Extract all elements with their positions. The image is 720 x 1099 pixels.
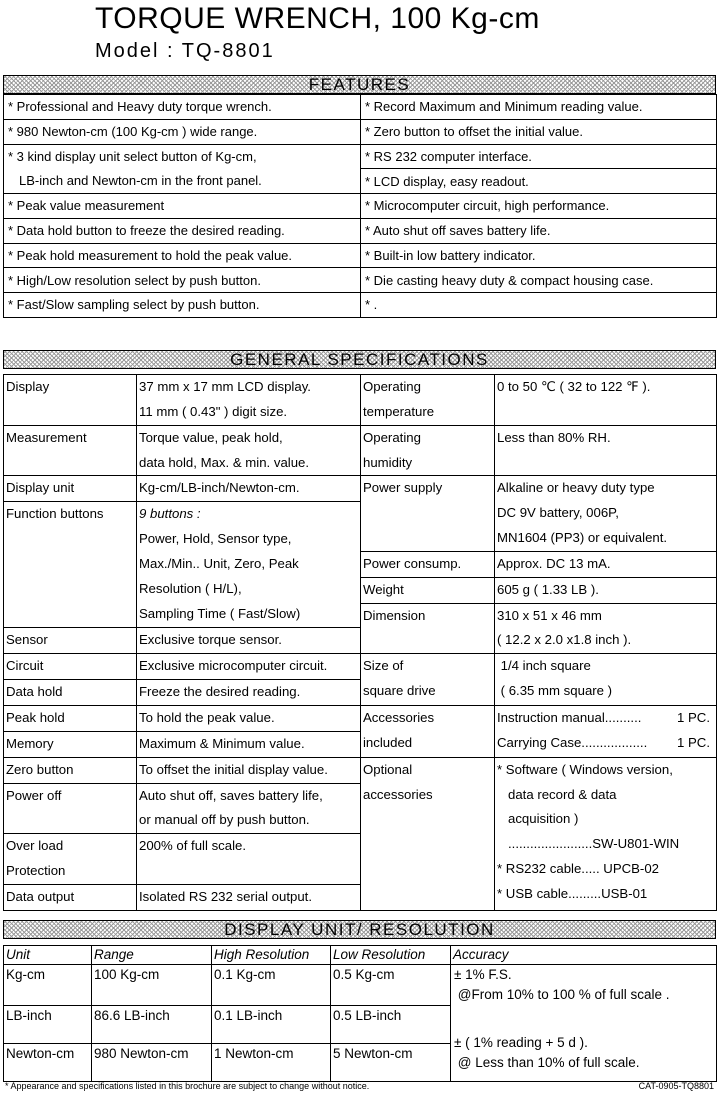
spec-label-text: Measurement <box>6 429 87 445</box>
spec-value <box>495 476 717 552</box>
spec-value <box>137 476 361 502</box>
spec-label-text: Zero button <box>6 761 74 777</box>
column-header: High Resolution <box>212 946 331 965</box>
spec-value-line: Maximum & Minimum value. <box>139 735 305 751</box>
spec-value-line: Freeze the desired reading. <box>139 684 301 700</box>
spec-label <box>4 834 137 885</box>
spec-value-line: Resolution ( H/L), <box>139 580 242 596</box>
spec-label <box>4 375 137 426</box>
spec-value <box>495 757 717 910</box>
spec-value-line: Alkaline or heavy duty type <box>497 480 655 496</box>
optional-accessory-line: .......................SW-U801-WIN <box>497 836 680 852</box>
spec-value-line: 605 g ( 1.33 LB ). <box>497 581 599 597</box>
spec-value-line: Auto shut off, saves battery life, <box>139 787 323 803</box>
feature-item: * RS 232 computer interface. <box>361 144 717 169</box>
table-cell: 1 Newton-cm <box>212 1043 331 1081</box>
spec-value-line: data hold, Max. & min. value. <box>139 454 310 470</box>
table-cell: 0.5 LB-inch <box>331 1005 451 1043</box>
spec-value-line: ( 12.2 x 2.0 x1.8 inch ). <box>497 632 632 648</box>
spec-value-line: Exclusive torque sensor. <box>139 631 282 647</box>
spec-value <box>495 654 717 706</box>
spec-value-line: ( 6.35 mm square ) <box>497 683 613 699</box>
spec-value <box>495 577 717 603</box>
table-cell: 0.1 LB-inch <box>212 1005 331 1043</box>
feature-item: * 980 Newton-cm (100 Kg-cm ) wide range. <box>4 119 361 144</box>
spec-label-text: Data hold <box>6 684 63 700</box>
spec-label-text: square drive <box>363 683 436 699</box>
spec-value <box>137 375 361 426</box>
spec-label <box>4 783 137 834</box>
column-header: Unit <box>4 946 92 965</box>
spec-label <box>361 705 495 757</box>
spec-label <box>4 476 137 502</box>
spec-value <box>137 680 361 706</box>
spec-value-line: 11 mm ( 0.43" ) digit size. <box>139 403 288 419</box>
spec-label <box>4 705 137 731</box>
spec-label-text: accessories <box>363 786 433 802</box>
spec-label-text: Operating <box>363 429 421 445</box>
spec-value <box>495 705 717 757</box>
column-header: Low Resolution <box>331 946 451 965</box>
feature-item: * Peak hold measurement to hold the peak value. <box>4 243 361 268</box>
spec-label <box>4 425 137 476</box>
spec-label-text: Peak hold <box>6 709 65 725</box>
feature-item: * Peak value measurement <box>4 194 361 219</box>
spec-value-line: DC 9V battery, 006P, <box>497 505 619 521</box>
spec-value-line: Isolated RS 232 serial output. <box>139 888 313 904</box>
resolution-heading-band <box>3 920 716 939</box>
spec-label <box>4 502 137 628</box>
feature-item: * Fast/Slow sampling select by push button. <box>4 293 361 318</box>
table-cell: 86.6 LB-inch <box>92 1005 212 1043</box>
accuracy-line: ± ( 1% reading + 5 d ). <box>454 1034 588 1050</box>
spec-value <box>137 783 361 834</box>
spec-value <box>137 705 361 731</box>
table-cell: 0.1 Kg-cm <box>212 965 331 1006</box>
specs-heading-band <box>3 350 716 369</box>
feature-item: * Data hold button to freeze the desired reading. <box>4 218 361 243</box>
spec-value-line: 0 to 50 ℃ ( 32 to 122 ℉ ). <box>497 379 651 394</box>
accessory-qty: 1 PC. <box>677 709 710 725</box>
footnote: * Appearance and specifications listed in this brochure are subject to change without notice. <box>5 1081 370 1091</box>
feature-item: * Zero button to offset the initial value. <box>361 119 717 144</box>
spec-label-text: Display unit <box>6 480 75 496</box>
spec-value <box>137 731 361 757</box>
table-cell: Kg-cm <box>4 965 92 1006</box>
feature-item: * Microcomputer circuit, high performance. <box>361 194 717 219</box>
spec-value <box>137 627 361 653</box>
table-cell: 980 Newton-cm <box>92 1043 212 1081</box>
feature-item: * Record Maximum and Minimum reading value. <box>361 95 717 120</box>
accessory-name: Carrying Case.................. <box>497 734 648 750</box>
resolution-header-row <box>4 946 717 965</box>
spec-label <box>4 757 137 783</box>
spec-value-line: 9 buttons : <box>139 506 201 522</box>
accuracy-line: @From 10% to 100 % of full scale . <box>454 987 670 1002</box>
accuracy-line: ± 1% F.S. <box>454 967 512 982</box>
table-cell: 5 Newton-cm <box>331 1043 451 1081</box>
spec-value-line: Exclusive microcomputer circuit. <box>139 658 328 674</box>
feature-item: * LCD display, easy readout. <box>361 169 717 194</box>
feature-item: * High/Low resolution select by push button. <box>4 268 361 293</box>
column-header: Accuracy <box>451 946 717 965</box>
optional-accessory-line: data record & data <box>497 786 617 802</box>
optional-accessory-line: * Software ( Windows version, <box>497 761 673 777</box>
feature-item: * Auto shut off saves battery life. <box>361 218 717 243</box>
features-heading: FEATURES <box>308 75 411 94</box>
specs-heading: GENERAL SPECIFICATIONS <box>230 350 489 369</box>
feature-item: * Professional and Heavy duty torque wrench. <box>4 95 361 120</box>
spec-label <box>361 425 495 476</box>
spec-value <box>495 425 717 476</box>
accessory-name: Instruction manual.......... <box>497 709 642 725</box>
spec-label-text: Power consump. <box>363 555 462 571</box>
features-row <box>4 218 717 243</box>
spec-value-line: Sampling Time ( Fast/Slow) <box>139 605 301 621</box>
table-cell: 0.5 Kg-cm <box>331 965 451 1006</box>
spec-label <box>361 757 495 910</box>
spec-label-text: temperature <box>363 403 435 419</box>
spec-value <box>137 884 361 910</box>
spec-label-text: humidity <box>363 454 413 470</box>
resolution-row <box>4 965 717 1006</box>
feature-item: * 3 kind display unit select button of Kg-cm, <box>4 144 361 169</box>
spec-label-text: Power supply <box>363 480 443 496</box>
accuracy-line: @ Less than 10% of full scale. <box>454 1054 640 1070</box>
spec-label <box>4 731 137 757</box>
features-table <box>3 94 717 318</box>
spec-value-line: 200% of full scale. <box>139 838 247 854</box>
spec-value-line: Kg-cm/LB-inch/Newton-cm. <box>139 480 300 496</box>
accessory-row <box>497 731 716 756</box>
spec-label <box>361 603 495 654</box>
spec-label-text: Size of <box>363 658 404 674</box>
spec-value-line: MN1604 (PP3) or equivalent. <box>497 530 668 546</box>
table-cell: LB-inch <box>4 1005 92 1043</box>
spec-label-text: Memory <box>6 735 54 751</box>
spec-value-line: 37 mm x 17 mm LCD display. <box>139 379 311 394</box>
spec-label-text: Function buttons <box>6 506 104 522</box>
spec-label-text: included <box>363 734 413 750</box>
features-row <box>4 194 717 219</box>
spec-value <box>137 502 361 628</box>
spec-label-text: Circuit <box>6 658 44 674</box>
spec-label-text: Data output <box>6 888 75 904</box>
spec-label <box>361 654 495 706</box>
spec-value-line: To offset the initial display value. <box>139 761 328 777</box>
spec-value <box>137 654 361 680</box>
spec-label-text: Weight <box>363 581 404 597</box>
spec-label <box>361 577 495 603</box>
spec-value <box>495 603 717 654</box>
features-row <box>4 293 717 318</box>
table-cell: 100 Kg-cm <box>92 965 212 1006</box>
spec-value-line: To hold the peak value. <box>139 709 275 725</box>
spec-value <box>495 551 717 577</box>
feature-item: * Built-in low battery indicator. <box>361 243 717 268</box>
optional-accessory-line: acquisition ) <box>497 811 579 827</box>
model-number: Model : TQ-8801 <box>95 40 275 62</box>
features-heading-band <box>3 75 716 94</box>
features-row <box>4 95 717 120</box>
specifications-table <box>3 374 717 911</box>
spec-label-text: Display <box>6 379 50 394</box>
accessory-row <box>497 706 716 731</box>
accuracy-cell <box>451 1005 717 1081</box>
spec-label-text: Power off <box>6 787 62 803</box>
spec-label-text: Dimension <box>363 607 426 623</box>
spec-label <box>361 375 495 426</box>
optional-accessory-line: * RS232 cable..... UPCB-02 <box>497 861 659 877</box>
resolution-table <box>3 945 717 1082</box>
resolution-row <box>4 1005 717 1043</box>
table-cell: Newton-cm <box>4 1043 92 1081</box>
spec-value <box>137 834 361 885</box>
features-row <box>4 169 717 194</box>
accessory-qty: 1 PC. <box>677 734 710 750</box>
catalog-code: CAT-0905-TQ8801 <box>638 1081 714 1091</box>
features-row <box>4 119 717 144</box>
page-title: TORQUE WRENCH, 100 Kg-cm <box>95 2 540 35</box>
spec-label <box>4 884 137 910</box>
feature-item: * . <box>361 293 717 318</box>
spec-label <box>361 551 495 577</box>
resolution-heading: DISPLAY UNIT/ RESOLUTION <box>224 920 495 939</box>
features-row <box>4 268 717 293</box>
spec-label-text: Operating <box>363 379 421 394</box>
spec-label <box>4 654 137 680</box>
spec-value-line: Approx. DC 13 mA. <box>497 555 611 571</box>
optional-accessory-line: * USB cable.........USB-01 <box>497 885 648 901</box>
spec-value <box>137 425 361 476</box>
spec-value-line: Torque value, peak hold, <box>139 429 283 445</box>
spec-label-text: Sensor <box>6 631 48 647</box>
feature-item-continued: LB-inch and Newton-cm in the front panel. <box>4 169 361 194</box>
spec-value-line: or manual off by push button. <box>139 812 310 828</box>
spec-label-text: Accessories <box>363 709 435 725</box>
spec-value-line: Power, Hold, Sensor type, <box>139 531 292 547</box>
spec-label-text: Optional <box>363 761 413 777</box>
spec-value-line: Max./Min.. Unit, Zero, Peak <box>139 555 299 571</box>
feature-item: * Die casting heavy duty & compact housing case. <box>361 268 717 293</box>
features-row <box>4 243 717 268</box>
column-header: Range <box>92 946 212 965</box>
spec-label <box>4 680 137 706</box>
spec-value-line: 1/4 inch square <box>497 658 591 674</box>
spec-value <box>495 375 717 426</box>
spec-label-text: Protection <box>6 863 66 879</box>
spec-label-text: Over load <box>6 838 64 854</box>
spec-label <box>4 627 137 653</box>
spec-value-line: 310 x 51 x 46 mm <box>497 607 602 623</box>
spec-value <box>137 757 361 783</box>
features-row <box>4 144 717 169</box>
accuracy-cell <box>451 965 717 1006</box>
spec-label <box>361 476 495 552</box>
spec-value-line: Less than 80% RH. <box>497 429 611 445</box>
